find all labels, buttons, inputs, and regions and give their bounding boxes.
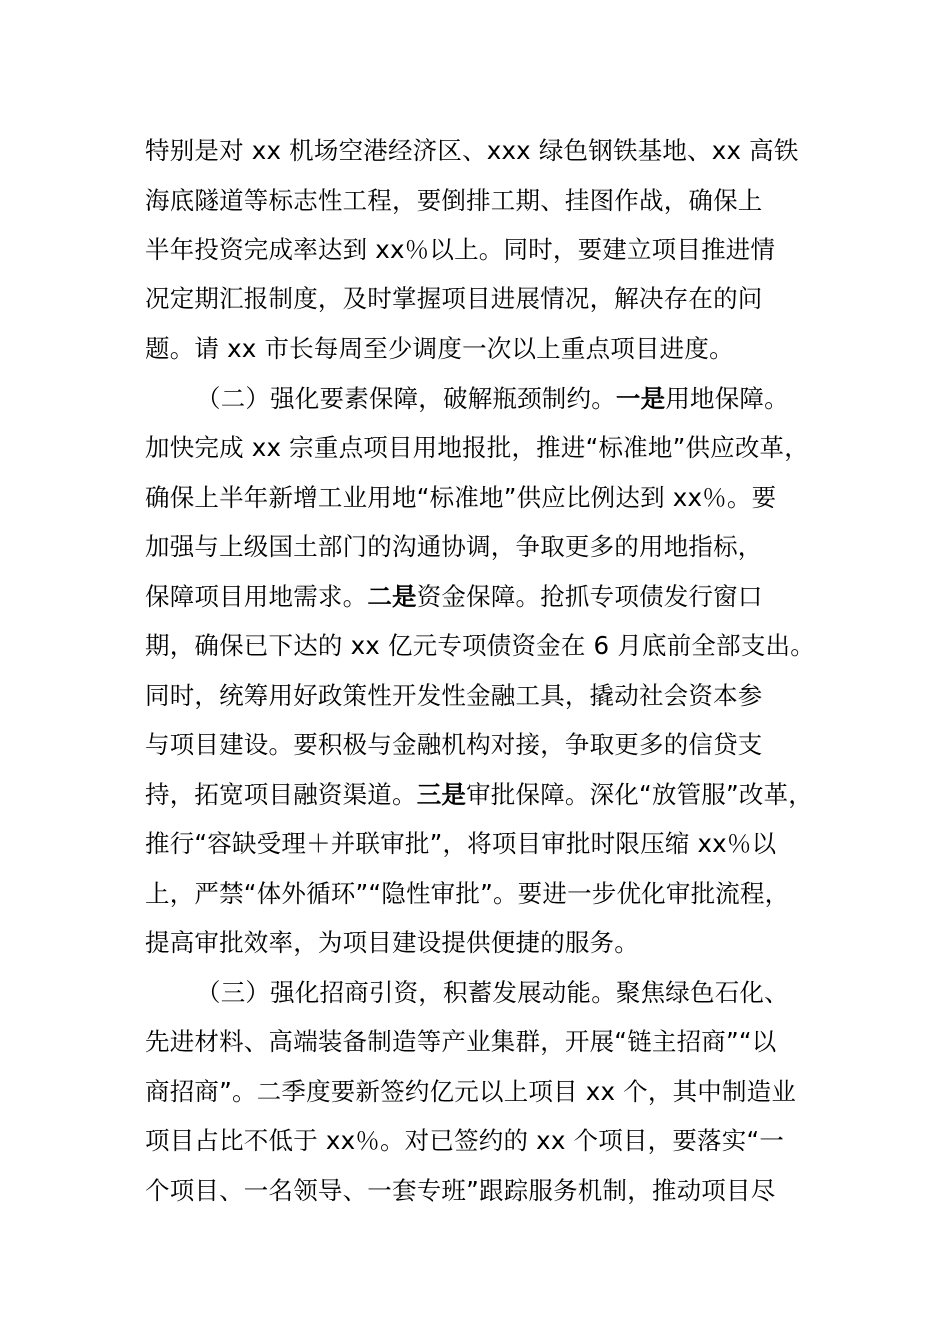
- text-segment: 与项目建设。要积极与金融机构对接，争取更多的信贷支: [145, 730, 763, 759]
- text-line: [145, 126, 799, 176]
- text-line: [145, 572, 763, 622]
- section-heading-line: [196, 968, 789, 1018]
- text-line: [145, 869, 789, 919]
- text-segment: 期，确保已下达的 xx 亿元专项债资金在 6 月底前全部支出。: [145, 631, 815, 660]
- text-segment: 审批保障。深化“放管服”改革，: [466, 780, 813, 809]
- text-line: [145, 176, 763, 226]
- section-heading: （三）强化招商引资，积蓄发展动能。聚焦绿色石化、: [196, 978, 789, 1007]
- text-segment: 题。请 xx 市长每周至少调度一次以上重点项目进度。: [145, 334, 734, 363]
- text-segment: 海底隧道等标志性工程，要倒排工期、挂图作战，确保上: [145, 186, 763, 215]
- bold-marker: 二是: [367, 582, 417, 611]
- text-segment: 先进材料、高端装备制造等产业集群，开展“链主招商”“以: [145, 1027, 777, 1056]
- text-segment: 持，拓宽项目融资渠道。: [145, 780, 417, 809]
- text-segment: 确保上半年新增工业用地“标准地”供应比例达到 xx％。要: [145, 483, 777, 512]
- bold-marker: 三是: [416, 780, 467, 809]
- text-segment: 况定期汇报制度，及时掌握项目进展情况，解决存在的问: [145, 284, 763, 313]
- text-segment: 同时，统筹用好政策性开发性金融工具，撬动社会资本参: [145, 681, 763, 710]
- text-line: [145, 473, 776, 523]
- text-segment: 半年投资完成率达到 xx％以上。同时，要建立项目推进情: [145, 235, 776, 264]
- text-segment: 上，严禁“体外循环”“隐性审批”。要进一步优化审批流程，: [145, 879, 790, 908]
- text-segment: 提高审批效率，为项目建设提供便捷的服务。: [145, 928, 639, 957]
- text-line: [145, 819, 776, 869]
- text-segment: 加强与上级国土部门的沟通协调，争取更多的用地指标，: [145, 532, 763, 561]
- text-segment: 用地保障。: [665, 384, 789, 413]
- bold-marker: 一是: [615, 384, 666, 413]
- text-line: [145, 522, 763, 572]
- text-segment: 商招商”。二季度要新签约亿元以上项目 xx 个，其中制造业: [145, 1077, 797, 1106]
- text-line: [145, 324, 734, 374]
- text-line: [145, 770, 813, 820]
- text-segment: 个项目、一名领导、一套专班”跟踪服务机制，推动项目尽: [145, 1176, 776, 1205]
- text-line: [145, 621, 815, 671]
- text-line: [145, 1067, 796, 1117]
- text-line: [145, 423, 809, 473]
- text-line: [145, 225, 775, 275]
- text-segment: 推行“容缺受理＋并联审批”，将项目审批时限压缩 xx％以: [145, 829, 777, 858]
- text-segment: 资金保障。抢抓专项债发行窗口: [416, 582, 763, 611]
- text-segment: 加快完成 xx 宗重点项目用地报批，推进“标准地”供应改革，: [145, 433, 809, 462]
- text-segment: 项目占比不低于 xx％。对已签约的 xx 个项目，要落实“一: [145, 1126, 785, 1155]
- text-line: [145, 1017, 776, 1067]
- text-line: [145, 1166, 775, 1216]
- text-segment: 保障项目用地需求。: [145, 582, 368, 611]
- text-line: [145, 918, 639, 968]
- section-heading: （二）强化要素保障，破解瓶颈制约。: [196, 384, 616, 413]
- text-line: [145, 1116, 784, 1166]
- text-segment: 特别是对 xx 机场空港经济区、xxx 绿色钢铁基地、xx 高铁: [145, 136, 799, 165]
- text-line: [145, 274, 763, 324]
- text-line: [145, 720, 763, 770]
- text-line: [145, 671, 763, 721]
- section-heading-line: [196, 374, 789, 424]
